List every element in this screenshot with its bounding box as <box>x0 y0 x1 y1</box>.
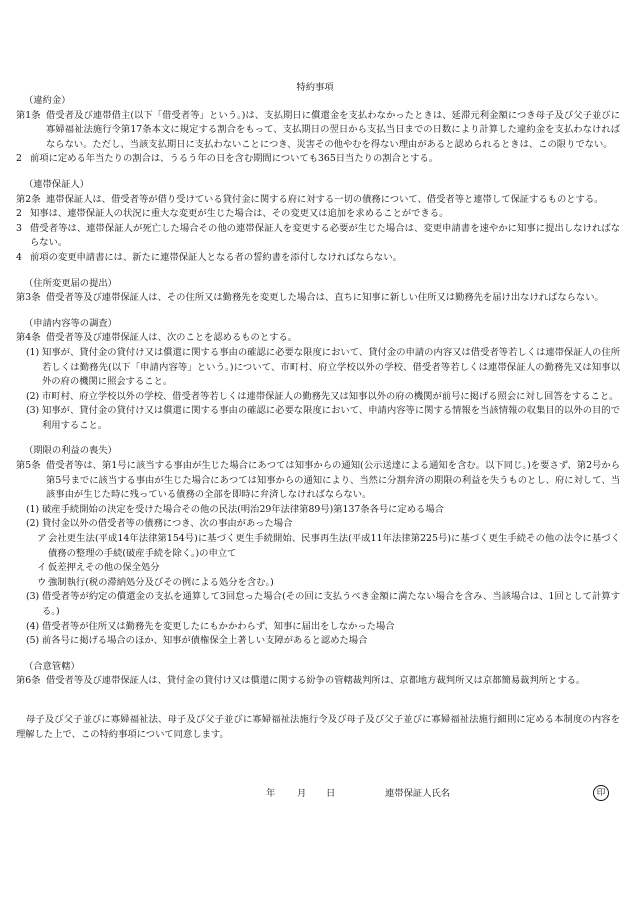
article-first-paragraph <box>16 459 620 503</box>
article-paragraph <box>16 152 620 167</box>
article-paragraph <box>16 207 620 222</box>
article-heading: （連帯保証人） <box>24 178 90 190</box>
date-year-label: 年 <box>266 788 276 799</box>
article-text: 連帯保証人は、借受者等が借り受けている貸付金に関する府に対する一切の債務について、借受者等と連帯して保証するものとする。 <box>46 193 604 205</box>
item-text: 仮差押えその他の保全処分 <box>48 562 160 574</box>
date-month-label: 月 <box>297 788 307 799</box>
article-section <box>16 178 620 266</box>
paragraph-number: 2 <box>16 208 22 220</box>
item-number: (4) <box>26 620 40 632</box>
article-number: 第1条 <box>16 109 41 121</box>
consent-statement: 母子及び父子並びに寡婦福祉法、母子及び父子並びに寡婦福祉法施行令及び母子及び父子並びに寡婦福祉法施行細則に定める本制度の内容を理解した上で、この特約事項について同意します。 <box>16 713 620 740</box>
article-first-paragraph <box>16 291 620 306</box>
item-text: 知事が、貸付金の貸付け又は償還に関する事由の確認に必要な限度において、貸付金の申請の内容又は借受者等若しくは連帯保証人の住所若しくは勤務先(以下「申請内容等」という。)について、市町村、府立学校以外の学校、借受者等若しくは連帯保証人の勤務先又は知事以外の府の機関に照会すること。 <box>42 346 620 388</box>
article-heading: （期限の利益の喪失） <box>24 445 117 457</box>
article-number: 第2条 <box>16 193 41 205</box>
article-heading: （合意管轄） <box>24 660 80 672</box>
article-section <box>16 444 620 648</box>
item-number: (2) <box>26 390 40 402</box>
item-text: 貸付金以外の借受者等の債務につき、次の事由があった場合 <box>42 518 293 530</box>
article-heading: （申請内容等の調査） <box>24 317 117 329</box>
article-first-paragraph <box>16 109 620 153</box>
item-text: 会社更生法(平成14年法律第154号)に基づく更生手続開始、民事再生法(平成11年法律第225号)に基づく更生手続その他の法令に基づく債務の整理の手続(破産手続を除く。)の申立て <box>48 533 620 559</box>
guarantor-name-label: 連帯保証人氏名 <box>385 788 451 799</box>
article-first-paragraph <box>16 331 620 346</box>
article-subitem <box>16 576 620 591</box>
article-section <box>16 317 620 434</box>
item-number: (2) <box>26 518 40 530</box>
article-section <box>16 94 620 167</box>
article-section <box>16 660 620 689</box>
item-text: 破産手続開始の決定を受けた場合その他の民法(明治29年法律第89号)第137条各号に定める場合 <box>42 503 444 515</box>
page-title: 特約事項 <box>296 82 334 93</box>
article-item <box>16 390 620 405</box>
article-item <box>16 404 620 433</box>
paragraph-text: 前項に定める年当たりの割合は、うるう年の日を含む期間についても365日当たりの割合とする。 <box>30 153 439 165</box>
article-first-paragraph <box>16 193 620 208</box>
item-text: 知事が、貸付金の貸付け又は償還に関する事由の確認に必要な限度において、申請内容等に関する情報を当該情報の収集目的以外の目的で利用すること。 <box>42 405 620 431</box>
article-number: 第5条 <box>16 460 41 472</box>
article-item <box>16 346 620 390</box>
item-text: 強制執行(税の滞納処分及びその例による処分を含む。) <box>48 576 274 588</box>
seal-mark: 印 <box>593 785 609 801</box>
terms-body <box>16 94 620 742</box>
article-text: 借受者等及び連帯保証人は、その住所又は勤務先を変更した場合は、直ちに知事に新しい住所又は勤務先を届け出なければならない。 <box>46 292 604 304</box>
article-item <box>16 503 620 518</box>
article-heading: （違約金） <box>24 95 71 106</box>
paragraph-text: 知事は、連帯保証人の状況に重大な変更が生じた場合は、その変更又は追加を求めることができる。 <box>30 208 449 220</box>
paragraph-number: 4 <box>16 251 22 263</box>
item-number: (3) <box>26 405 40 417</box>
item-number: イ <box>37 562 47 574</box>
item-number: (3) <box>26 591 40 603</box>
item-number: (1) <box>26 346 40 358</box>
article-paragraph <box>16 251 620 266</box>
article-text: 借受者等及び連帯保証人は、貸付金の貸付け又は償還に関する紛争の管轄裁判所は、京都地方裁判所又は京都簡易裁判所とする。 <box>46 675 586 687</box>
article-item <box>16 634 620 649</box>
article-heading: （住所変更届の提出） <box>24 277 117 289</box>
article-item <box>16 590 620 619</box>
item-text: 借受者等が約定の償還金の支払を通算して3回怠った場合(その回に支払うべき金額に満たない場合を含み、当該場合は、1回として計算する。) <box>42 591 620 617</box>
paragraph-number: 3 <box>16 222 22 234</box>
date-day-label: 日 <box>326 788 336 799</box>
article-section <box>16 277 620 306</box>
article-item <box>16 620 620 635</box>
article-number: 第4条 <box>16 332 41 344</box>
article-subitem <box>16 561 620 576</box>
article-number: 第3条 <box>16 292 41 304</box>
item-number: ア <box>37 533 47 545</box>
article-item <box>16 517 620 532</box>
article-first-paragraph <box>16 674 620 689</box>
paragraph-text: 借受者等は、連帯保証人が死亡した場合その他の連帯保証人を変更する必要が生じた場合は、変更申請書を速やかに知事に提出しなければならない。 <box>30 222 620 249</box>
item-number: ウ <box>37 576 47 588</box>
item-text: 市町村、府立学校以外の学校、借受者等若しくは連帯保証人の勤務先又は知事以外の府の機関が前号に掲げる照会に対し回答をすること。 <box>42 390 619 402</box>
article-text: 借受者及び連帯借主(以下「借受者等」という。)は、支払期日に償還金を支払わなかったときは、延滞元利金額につき母子及び父子並びに寡婦福祉法施行令第17条本文に規定する割合をもって、支払期日の翌日から支払当日までの日数により計算した違約金を支払わなければならない。ただし、当該支払期日に支払わないことにつき、災害その他やむを得ない理由があると認められるときは、この限りでない。 <box>46 109 620 150</box>
article-subitem <box>16 532 620 561</box>
signature-line <box>0 787 630 803</box>
article-text: 借受者等は、第1号に該当する事由が生じた場合にあつては知事からの通知(公示送達による通知を含む。以下同じ。)を要さず、第2号から第5号までに該当する事由が生じた場合にあつては知事からの通知により、当然に分割弁済の期限の利益を失うものとし、府に対して、当該事由が生じた時に残っている債務の全部を即時に弁済しなければならない。 <box>46 460 620 501</box>
item-number: (5) <box>26 635 40 647</box>
article-number: 第6条 <box>16 675 41 687</box>
paragraph-number: 2 <box>16 153 22 165</box>
item-text: 借受者等が住所又は勤務先を変更したにもかかわらず、知事に届出をしなかった場合 <box>42 620 395 632</box>
item-number: (1) <box>26 503 40 515</box>
article-text: 借受者等及び連帯保証人は、次のことを認めるものとする。 <box>46 332 298 344</box>
item-text: 前各号に掲げる場合のほか、知事が債権保全上著しい支障があると認めた場合 <box>42 635 368 647</box>
article-paragraph <box>16 222 620 251</box>
paragraph-text: 前項の変更申請書には、新たに連帯保証人となる者の誓約書を添付しなければならない。 <box>30 251 402 263</box>
